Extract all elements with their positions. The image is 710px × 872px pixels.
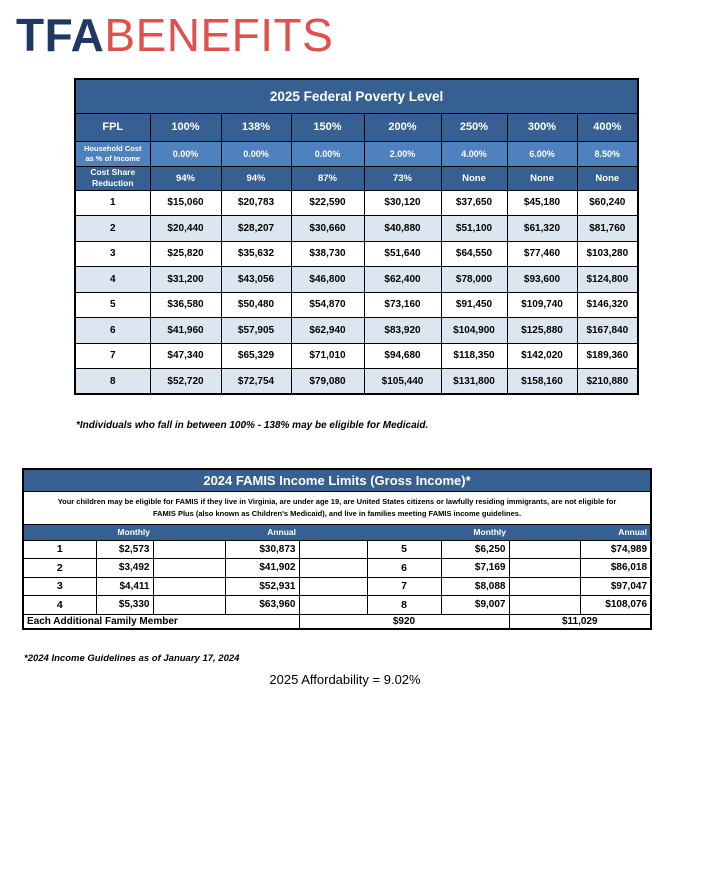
fpl-header-cell: 400% bbox=[577, 113, 638, 141]
annual-header: Annual bbox=[580, 524, 651, 540]
income-cell: $146,320 bbox=[577, 292, 638, 318]
table-row bbox=[75, 318, 638, 344]
cost-share-cell: None bbox=[577, 166, 638, 190]
annual-income-cell: $74,989 bbox=[580, 540, 651, 559]
famis-eligibility-description: Your children may be eligible for FAMIS if they live in Virginia, are under age 19, are United States citizens or lawfully residing immigrants, are not eligible for FAMIS Plus (also known as Children's Medicaid), and live in families meeting FAMIS income guidelines. bbox=[23, 491, 651, 524]
table-row bbox=[23, 540, 651, 559]
household-size-cell: 2 bbox=[75, 216, 150, 242]
monthly-income-cell: $3,492 bbox=[96, 559, 153, 578]
income-cell: $72,754 bbox=[221, 369, 291, 395]
income-cell: $131,800 bbox=[441, 369, 507, 395]
income-cell: $103,280 bbox=[577, 241, 638, 267]
income-cell: $77,460 bbox=[507, 241, 577, 267]
annual-income-cell: $108,076 bbox=[580, 596, 651, 615]
table-row bbox=[75, 190, 638, 216]
fpl-header-cell: 150% bbox=[291, 113, 364, 141]
household-cost-cell: 4.00% bbox=[441, 141, 507, 166]
income-cell: $158,160 bbox=[507, 369, 577, 395]
fpl-header-cell: FPL bbox=[75, 113, 150, 141]
income-cell: $118,350 bbox=[441, 343, 507, 369]
monthly-income-cell: $7,169 bbox=[441, 559, 509, 578]
income-cell: $41,960 bbox=[150, 318, 221, 344]
income-cell: $50,480 bbox=[221, 292, 291, 318]
affordability-note: 2025 Affordability = 9.02% bbox=[269, 672, 421, 687]
table-row bbox=[75, 113, 638, 141]
income-cell: $189,360 bbox=[577, 343, 638, 369]
empty-cell bbox=[153, 540, 225, 559]
income-cell: $30,660 bbox=[291, 216, 364, 242]
monthly-income-cell: $4,411 bbox=[96, 577, 153, 596]
income-cell: $124,800 bbox=[577, 267, 638, 293]
household-cost-label: Household Cost as % of Income bbox=[75, 141, 150, 166]
income-cell: $57,905 bbox=[221, 318, 291, 344]
table-row bbox=[23, 491, 651, 524]
table-row bbox=[23, 577, 651, 596]
table-row bbox=[75, 343, 638, 369]
table-row bbox=[23, 469, 651, 491]
income-cell: $93,600 bbox=[507, 267, 577, 293]
table-row bbox=[75, 216, 638, 242]
income-cell: $47,340 bbox=[150, 343, 221, 369]
income-cell: $25,820 bbox=[150, 241, 221, 267]
cost-share-cell: 94% bbox=[150, 166, 221, 190]
household-size-cell: 4 bbox=[75, 267, 150, 293]
fpl-footnote: *Individuals who fall in between 100% - 138% may be eligible for Medicaid. bbox=[76, 420, 429, 431]
household-size-cell: 8 bbox=[75, 369, 150, 395]
cost-share-cell: None bbox=[441, 166, 507, 190]
family-size-cell: 2 bbox=[23, 559, 96, 578]
famis-table bbox=[22, 468, 652, 630]
tfa-benefits-logo bbox=[16, 9, 334, 61]
table-row bbox=[75, 141, 638, 166]
table-row bbox=[23, 524, 651, 540]
income-cell: $30,120 bbox=[364, 190, 441, 216]
table-row bbox=[75, 166, 638, 190]
income-cell: $28,207 bbox=[221, 216, 291, 242]
income-cell: $46,800 bbox=[291, 267, 364, 293]
empty-cell bbox=[367, 524, 441, 540]
income-cell: $31,200 bbox=[150, 267, 221, 293]
income-cell: $65,329 bbox=[221, 343, 291, 369]
income-cell: $71,010 bbox=[291, 343, 364, 369]
income-cell: $51,100 bbox=[441, 216, 507, 242]
annual-income-cell: $86,018 bbox=[580, 559, 651, 578]
fpl-header-cell: 300% bbox=[507, 113, 577, 141]
income-cell: $104,900 bbox=[441, 318, 507, 344]
household-cost-cell: 0.00% bbox=[150, 141, 221, 166]
household-size-cell: 6 bbox=[75, 318, 150, 344]
annual-income-cell: $30,873 bbox=[225, 540, 299, 559]
table-row bbox=[75, 79, 638, 113]
annual-header: Annual bbox=[225, 524, 299, 540]
income-cell: $22,590 bbox=[291, 190, 364, 216]
empty-cell bbox=[299, 577, 367, 596]
income-cell: $60,240 bbox=[577, 190, 638, 216]
family-size-cell: 4 bbox=[23, 596, 96, 615]
income-cell: $64,550 bbox=[441, 241, 507, 267]
income-cell: $61,320 bbox=[507, 216, 577, 242]
monthly-income-cell: $2,573 bbox=[96, 540, 153, 559]
income-cell: $73,160 bbox=[364, 292, 441, 318]
empty-cell bbox=[509, 577, 580, 596]
empty-cell bbox=[509, 596, 580, 615]
income-cell: $91,450 bbox=[441, 292, 507, 318]
household-cost-cell: 6.00% bbox=[507, 141, 577, 166]
income-cell: $52,720 bbox=[150, 369, 221, 395]
empty-cell bbox=[153, 524, 225, 540]
monthly-income-cell: $9,007 bbox=[441, 596, 509, 615]
monthly-income-cell: $8,088 bbox=[441, 577, 509, 596]
empty-cell bbox=[299, 540, 367, 559]
empty-cell bbox=[509, 559, 580, 578]
empty-cell bbox=[153, 577, 225, 596]
empty-cell bbox=[299, 524, 367, 540]
annual-income-cell: $97,047 bbox=[580, 577, 651, 596]
income-cell: $43,056 bbox=[221, 267, 291, 293]
additional-monthly-cell: $920 bbox=[299, 614, 509, 629]
monthly-income-cell: $6,250 bbox=[441, 540, 509, 559]
income-cell: $62,940 bbox=[291, 318, 364, 344]
table-row bbox=[23, 614, 651, 629]
income-cell: $125,880 bbox=[507, 318, 577, 344]
monthly-income-cell: $5,330 bbox=[96, 596, 153, 615]
table-row bbox=[75, 241, 638, 267]
table-row bbox=[75, 292, 638, 318]
fpl-header-cell: 250% bbox=[441, 113, 507, 141]
annual-income-cell: $52,931 bbox=[225, 577, 299, 596]
famis-table-title: 2024 FAMIS Income Limits (Gross Income)* bbox=[23, 469, 651, 491]
income-cell: $83,920 bbox=[364, 318, 441, 344]
household-cost-cell: 8.50% bbox=[577, 141, 638, 166]
table-row bbox=[23, 596, 651, 615]
income-cell: $40,880 bbox=[364, 216, 441, 242]
empty-cell bbox=[23, 524, 96, 540]
empty-cell bbox=[299, 559, 367, 578]
income-cell: $62,400 bbox=[364, 267, 441, 293]
household-size-cell: 5 bbox=[75, 292, 150, 318]
cost-share-label: Cost Share Reduction bbox=[75, 166, 150, 190]
income-cell: $79,080 bbox=[291, 369, 364, 395]
annual-income-cell: $41,902 bbox=[225, 559, 299, 578]
income-cell: $38,730 bbox=[291, 241, 364, 267]
famis-footnote: *2024 Income Guidelines as of January 17, 2024 bbox=[24, 653, 240, 664]
income-cell: $78,000 bbox=[441, 267, 507, 293]
income-cell: $94,680 bbox=[364, 343, 441, 369]
household-size-cell: 7 bbox=[75, 343, 150, 369]
fpl-header-cell: 100% bbox=[150, 113, 221, 141]
cost-share-cell: 73% bbox=[364, 166, 441, 190]
income-cell: $142,020 bbox=[507, 343, 577, 369]
income-cell: $20,783 bbox=[221, 190, 291, 216]
empty-cell bbox=[153, 559, 225, 578]
fpl-table-title: 2025 Federal Poverty Level bbox=[75, 79, 638, 113]
logo-tfa-text: TFA bbox=[16, 9, 105, 61]
income-cell: $54,870 bbox=[291, 292, 364, 318]
family-size-cell: 5 bbox=[367, 540, 441, 559]
household-cost-cell: 0.00% bbox=[291, 141, 364, 166]
income-cell: $37,650 bbox=[441, 190, 507, 216]
family-size-cell: 3 bbox=[23, 577, 96, 596]
income-cell: $210,880 bbox=[577, 369, 638, 395]
monthly-header: Monthly bbox=[96, 524, 153, 540]
household-size-cell: 1 bbox=[75, 190, 150, 216]
empty-cell bbox=[299, 596, 367, 615]
fpl-header-cell: 200% bbox=[364, 113, 441, 141]
monthly-header: Monthly bbox=[441, 524, 509, 540]
table-row bbox=[75, 267, 638, 293]
cost-share-cell: None bbox=[507, 166, 577, 190]
family-size-cell: 7 bbox=[367, 577, 441, 596]
empty-cell bbox=[509, 524, 580, 540]
cost-share-cell: 87% bbox=[291, 166, 364, 190]
family-size-cell: 6 bbox=[367, 559, 441, 578]
empty-cell bbox=[153, 596, 225, 615]
household-cost-cell: 2.00% bbox=[364, 141, 441, 166]
income-cell: $35,632 bbox=[221, 241, 291, 267]
income-cell: $20,440 bbox=[150, 216, 221, 242]
logo-benefits-text: BENEFITS bbox=[104, 9, 334, 61]
income-cell: $81,760 bbox=[577, 216, 638, 242]
income-cell: $15,060 bbox=[150, 190, 221, 216]
income-cell: $51,640 bbox=[364, 241, 441, 267]
additional-annual-cell: $11,029 bbox=[509, 614, 651, 629]
income-cell: $167,840 bbox=[577, 318, 638, 344]
fpl-table bbox=[74, 78, 639, 395]
annual-income-cell: $63,960 bbox=[225, 596, 299, 615]
family-size-cell: 1 bbox=[23, 540, 96, 559]
cost-share-cell: 94% bbox=[221, 166, 291, 190]
table-row bbox=[75, 369, 638, 395]
income-cell: $36,580 bbox=[150, 292, 221, 318]
fpl-header-cell: 138% bbox=[221, 113, 291, 141]
income-cell: $45,180 bbox=[507, 190, 577, 216]
household-cost-cell: 0.00% bbox=[221, 141, 291, 166]
family-size-cell: 8 bbox=[367, 596, 441, 615]
income-cell: $109,740 bbox=[507, 292, 577, 318]
empty-cell bbox=[509, 540, 580, 559]
household-size-cell: 3 bbox=[75, 241, 150, 267]
table-row bbox=[23, 559, 651, 578]
income-cell: $105,440 bbox=[364, 369, 441, 395]
additional-member-label: Each Additional Family Member bbox=[23, 614, 299, 629]
